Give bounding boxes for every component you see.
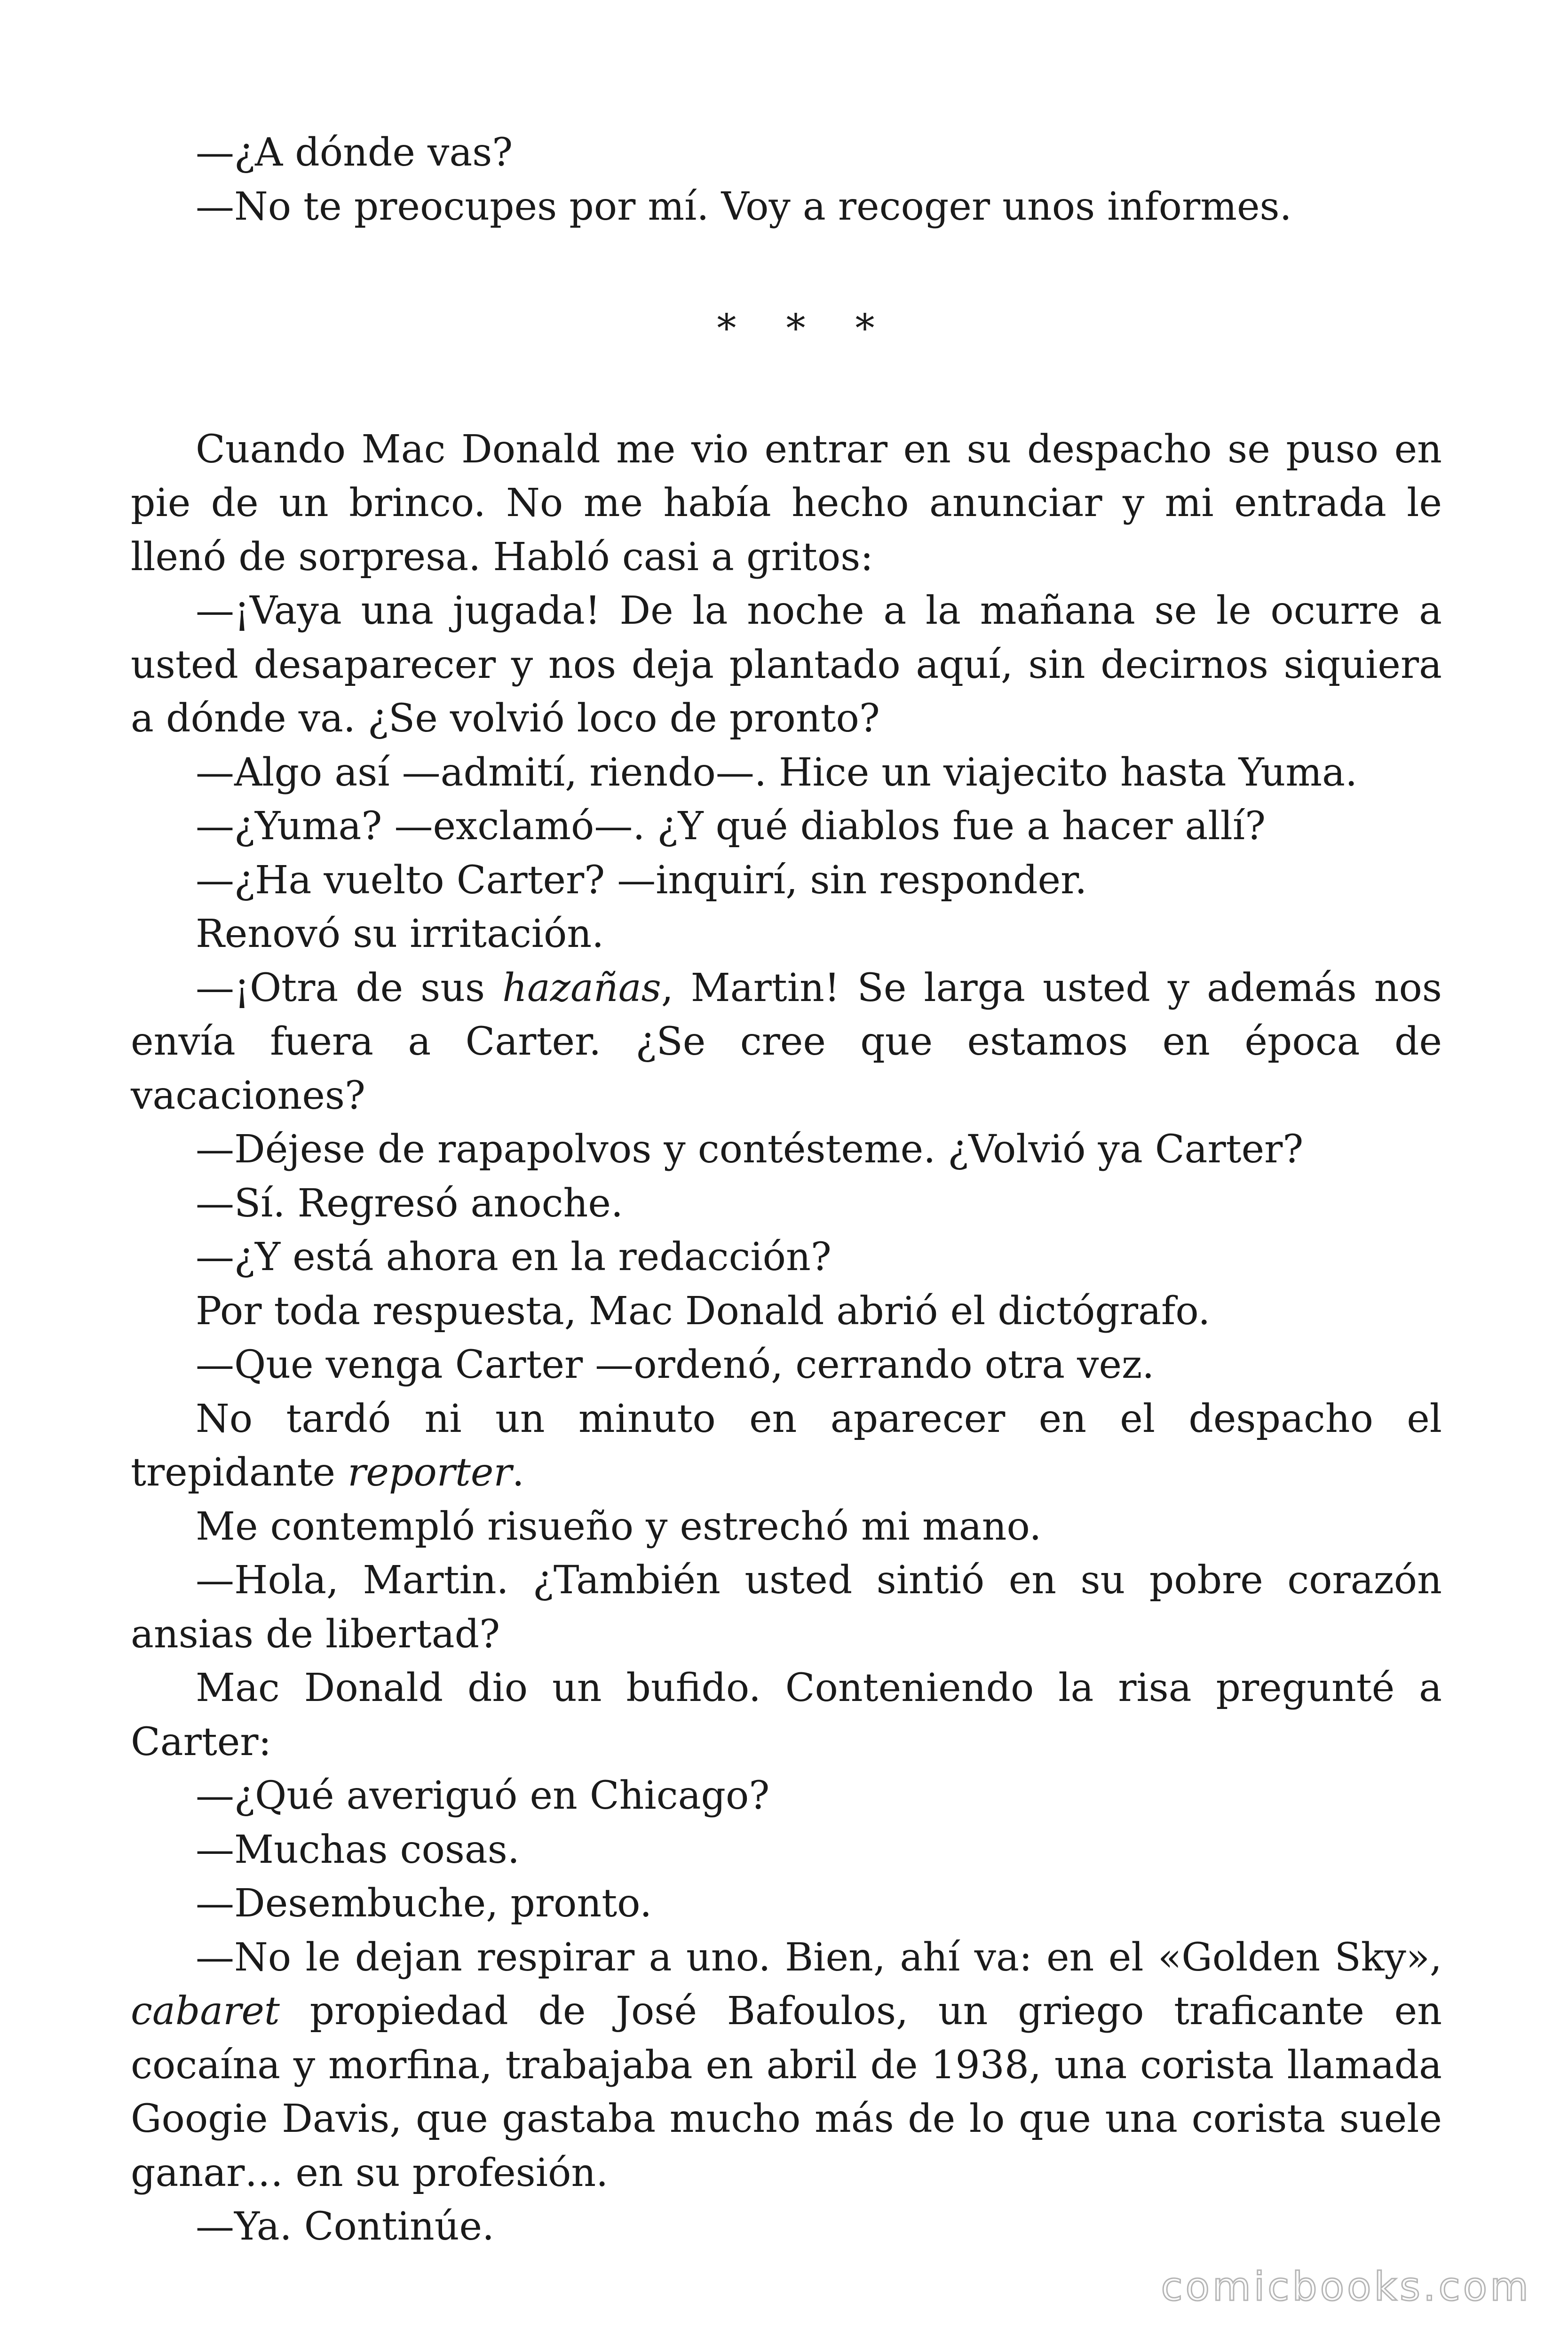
dialogue-line: —Muchas cosas. — [196, 1827, 520, 1872]
dialogue-line: —¿Qué averiguó en Chicago? — [196, 1773, 770, 1818]
paragraph: Cuando Mac Donald me vio entrar en su despacho se puso en pie de un brinco. No me había hecho anunciar y mi entrada le llenó de sorpresa. Habló casi a gritos: — [131, 427, 1442, 580]
dialogue-line: —¿Y está ahora en la redacción? — [196, 1235, 832, 1279]
paragraph: Por toda respuesta, Mac Donald abrió el dictógrafo. — [196, 1288, 1211, 1334]
dialogue-line: —¡Vaya una jugada! De la noche a la mañana se le ocurre a usted desaparecer y nos deja plantado aquí, sin decirnos siquiera a dónde va. ¿Se volvió loco de pronto? — [131, 588, 1442, 741]
paragraph: Renovó su irritación. — [196, 912, 604, 956]
paragraph: Mac Donald dio un bufido. Conteniendo la risa pregunté a Carter: — [131, 1666, 1442, 1764]
dialogue-line: —Hola, Martin. ¿También usted sintió en su pobre corazón ansias de libertad? — [131, 1558, 1442, 1657]
dialogue-line: —Algo así —admití, riendo—. Hice un viajecito hasta Yuma. — [196, 750, 1358, 795]
italic-word: reporter — [348, 1450, 512, 1495]
paragraph: Me contempló risueño y estrechó mi mano. — [196, 1504, 1042, 1549]
dialogue-line: —¿A dónde vas? — [196, 130, 513, 175]
dialogue-line: —Sí. Regresó anoche. — [196, 1181, 623, 1226]
paragraph: No tardó ni un minuto en aparecer en el despacho el trepidante reporter. — [131, 1396, 1442, 1495]
dialogue-line: —Déjese de rapapolvos y contésteme. ¿Volvió ya Carter? — [196, 1127, 1304, 1172]
dialogue-line: —¿Ha vuelto Carter? —inquirí, sin responder. — [196, 858, 1087, 903]
dialogue-line: —Que venga Carter —ordenó, cerrando otra vez. — [196, 1343, 1155, 1387]
dialogue-line: —¿Yuma? —exclamó—. ¿Y qué diablos fue a hacer allí? — [196, 804, 1266, 849]
dialogue-line: —No te preocupes por mí. Voy a recoger unos informes. — [196, 184, 1292, 229]
dialogue-line: —No le dejan respirar a uno. Bien, ahí va: en el «Golden Sky», cabaret propiedad de José Bafoulos, un griego traficante en cocaína y morfina, trabajaba en abril de 1938, una corista llamada Googie Davis, que gastaba mucho más de lo que una corista suele ganar… en su profesión. — [131, 1935, 1442, 2195]
dialogue-line: —Ya. Continúe. — [196, 2204, 495, 2249]
book-page — [131, 126, 1442, 2254]
italic-word: hazañas — [502, 965, 661, 1010]
dialogue-line: —Desembuche, pronto. — [196, 1881, 652, 1926]
section-break: * * * — [717, 306, 894, 351]
dialogue-line: —¡Otra de sus hazañas, Martin! Se larga usted y además nos envía fuera a Carter. ¿Se cree que estamos en época de vacaciones? — [131, 965, 1442, 1118]
watermark: comicbooks.com — [1161, 2264, 1531, 2310]
italic-word: cabaret — [131, 1989, 280, 2034]
